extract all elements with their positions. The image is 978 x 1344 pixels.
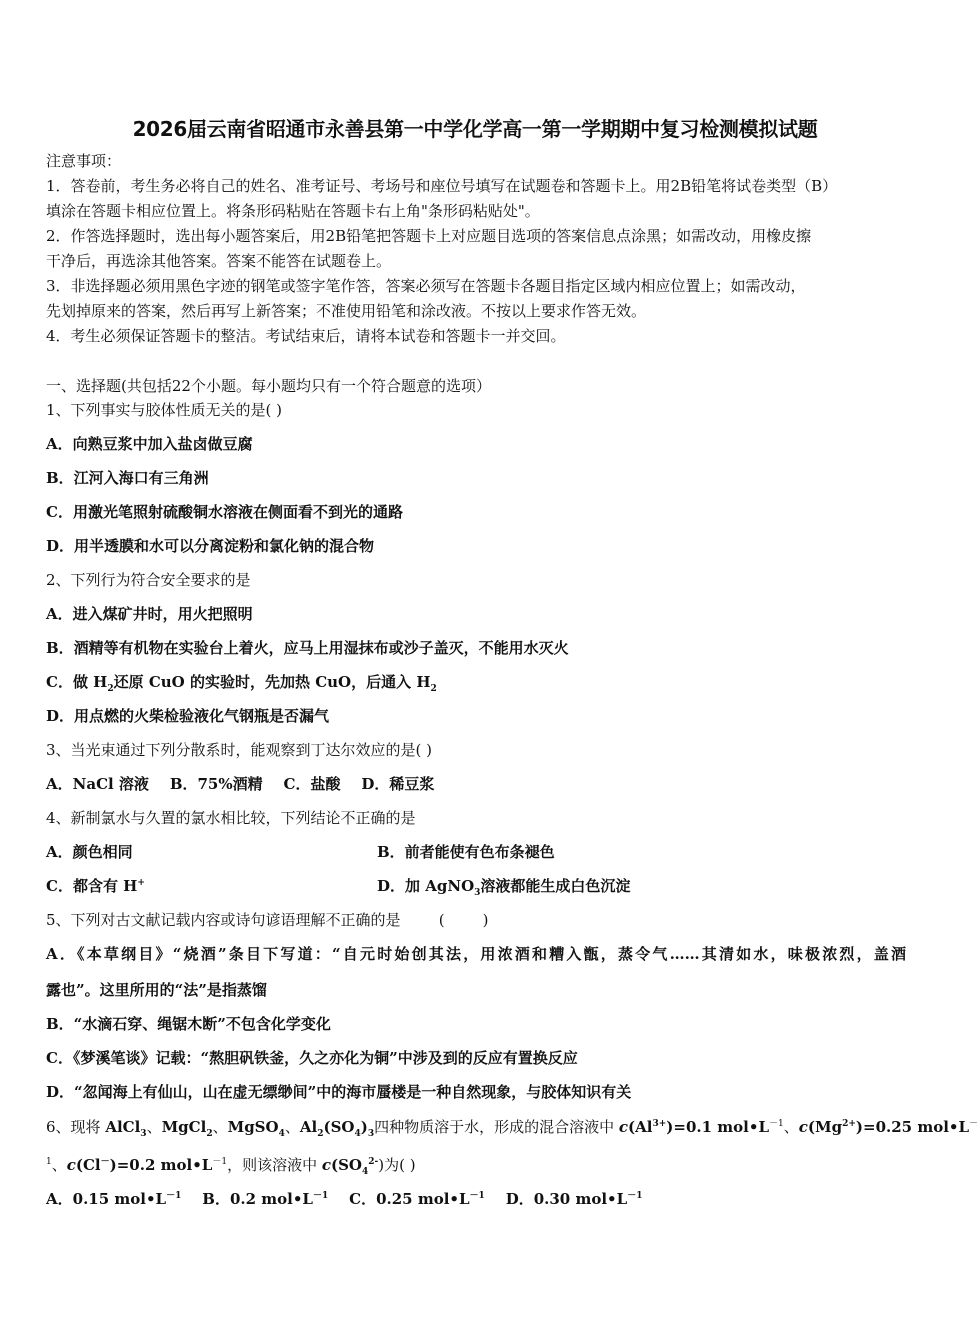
notice-line: 干净后，再选涂其他答案。答案不能答在试题卷上。 [46,252,392,270]
question-2-stem: 2、下列行为符合安全要求的是 [46,571,251,589]
notice-line: 1．答卷前，考生务必将自己的姓名、准考证号、考场号和座位号填写在试题卷和答题卡上。用2B铅笔将试卷类型（B） [46,177,838,195]
notice-line: 填涂在答题卡相应位置上。将条形码粘贴在答题卡右上角"条形码粘贴处"。 [46,202,540,220]
notice-line: 3．非选择题必须用黑色字迹的钢笔或签字笔作答，答案必须写在答题卡各题目指定区域内相应位置上；如需改动， [46,277,806,295]
question-4-option-b: B．前者能使有色布条褪色 [377,843,555,861]
question-3-options: A．NaCl 溶液 B．75%酒精 C．盐酸 D．稀豆浆 [46,775,435,793]
notice-line: 4．考生必须保证答题卡的整洁。考试结束后，请将本试卷和答题卡一并交回。 [46,327,566,345]
question-6-stem-continued: $^1$、c(Cl－)=0.2 $mol•L^{-1}$，则该溶液中 $c(SO_4^{2-})$为( ) [46,1156,416,1177]
question-5-option-a-continued: 露也”。这里所用的“法”是指蒸馏 [46,981,267,999]
section-heading: 一、选择题(共包括22个小题。每小题均只有一个符合题意的选项） [46,377,491,395]
question-5-option-d: D．“忽闻海上有仙山，山在虚无缥缈间”中的海市蜃楼是一种自然现象，与胶体知识有关 [46,1083,632,1101]
notice-line: 先划掉原来的答案，然后再写上新答案；不准使用铅笔和涂改液。不按以上要求作答无效。 [46,302,647,320]
question-4-option-d: D．加 AgNO$_3$溶液都能生成白色沉淀 [377,877,631,898]
notice-line: 2．作答选择题时，选出每小题答案后，用2B铅笔把答题卡上对应题目选项的答案信息点涂黑；如需改动，用橡皮擦 [46,227,812,245]
question-2-option-d: D．用点燃的火柴检验液化气钢瓶是否漏气 [46,707,330,725]
question-1-stem: 1、下列事实与胶体性质无关的是( ) [46,401,283,419]
question-5-option-a: A．《本草纲目》“烧酒”条目下写道：“自元时始创其法，用浓酒和糟入甑，蒸令气……其清如水，味极浓烈，盖酒 [46,945,906,963]
question-2-option-a: A．进入煤矿井时，用火把照明 [46,605,253,623]
question-4-stem: 4、新制氯水与久置的氯水相比较，下列结论不正确的是 [46,809,416,827]
question-4-option-c: C．都含有 H+ [46,877,145,895]
question-5-option-b: B．“水滴石穿、绳锯木断”不包含化学变化 [46,1015,331,1033]
question-1-option-d: D．用半透膜和水可以分离淀粉和氯化钠的混合物 [46,537,375,555]
question-2-option-b: B．酒精等有机物在实验台上着火，应马上用湿抹布或沙子盖灭，不能用水灭火 [46,639,569,657]
question-1-option-b: B．江河入海口有三角洲 [46,469,209,487]
question-3-stem: 3、当光束通过下列分散系时，能观察到丁达尔效应的是( ) [46,741,433,759]
question-1-option-a: A．向熟豆浆中加入盐卤做豆腐 [46,435,253,453]
question-1-option-c: C．用激光笔照射硫酸铜水溶液在侧面看不到光的通路 [46,503,403,521]
question-5-option-c: C．《梦溪笔谈》记载：“熬胆矾铁釜，久之亦化为铜”中涉及到的反应有置换反应 [46,1049,578,1067]
question-2-option-c: C．做 $H_2$还原 CuO 的实验时，先加热 CuO，后通入 $H_2$ [46,673,437,694]
notice-heading: 注意事项： [46,152,122,170]
question-5-stem: 5、下列对古文献记载内容或诗句谚语理解不正确的是 ( ) [46,911,489,929]
page-title: 2026届云南省昭通市永善县第一中学化学高一第一学期期中复习检测模拟试题 [132,117,818,141]
question-6-options: A．0.15 $mol•L^{-1}$ B．0.2 $mol•L^{-1}$ C．0.25 $mol•L^{-1}$ D．0.30 $mol•L^{-1}$ [46,1190,643,1208]
question-6-stem: 6、现将 AlCl$_3$、MgCl$_2$、MgSO$_4$、$Al_2(SO_4)_3$四种物质溶于水，形成的混合溶液中 $c(Al^{3+})=0.1$ $mol•L^{-1}$、$c(Mg^{2+})=0.25$ mol•L－ [46,1118,978,1139]
question-4-option-a: A．颜色相同 [46,843,133,861]
